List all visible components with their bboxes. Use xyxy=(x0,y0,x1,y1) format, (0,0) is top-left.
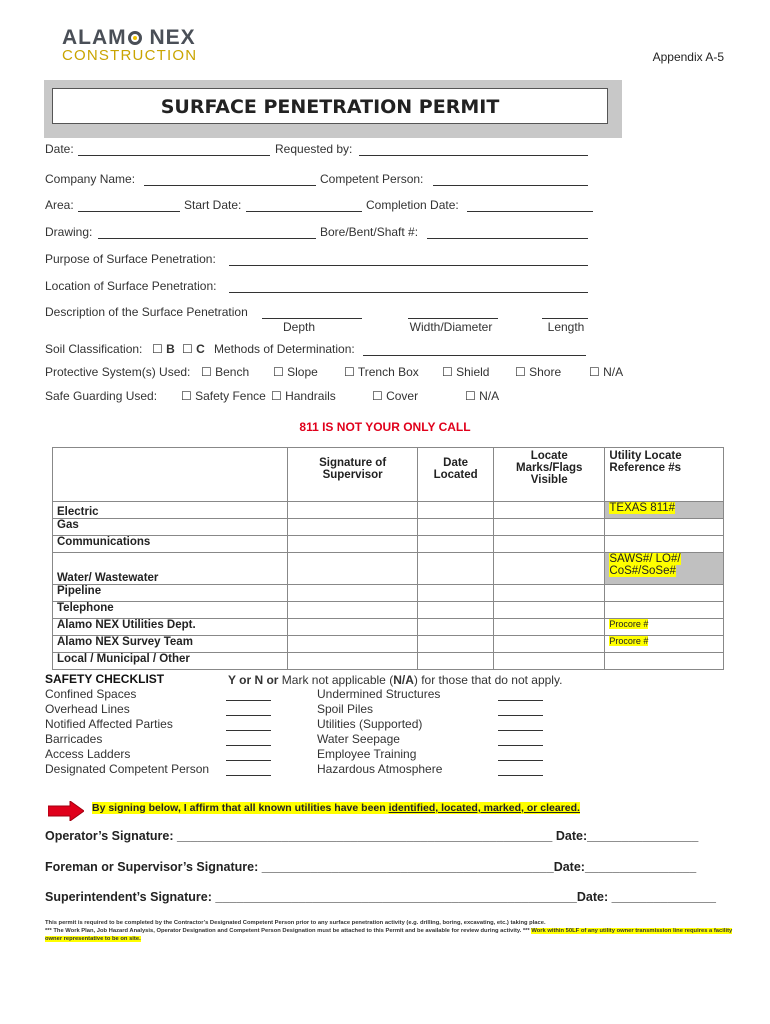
check-item: Utilities (Supported) xyxy=(317,717,423,731)
ref-cell[interactable] xyxy=(605,602,724,619)
logo-subtitle: CONSTRUCTION xyxy=(62,47,198,64)
table-row xyxy=(53,585,724,602)
width-label: Width/Diameter xyxy=(409,320,493,334)
requested-by-label: Requested by: xyxy=(275,142,353,156)
bore-label: Bore/Bent/Shaft #: xyxy=(320,225,419,239)
check-item: Confined Spaces xyxy=(45,687,137,701)
signature-cell[interactable] xyxy=(288,619,418,636)
notice-811: 811 IS NOT YOUR ONLY CALL xyxy=(299,420,471,434)
date-field[interactable] xyxy=(78,155,270,156)
check-item: Employee Training xyxy=(317,747,417,761)
check-item: Spoil Piles xyxy=(317,702,374,716)
description-label: Description of the Surface Penetration xyxy=(45,305,248,319)
table-header-row xyxy=(53,448,724,502)
cover-label: Cover xyxy=(386,389,419,403)
company-name-label: Company Name: xyxy=(45,172,136,186)
slope-checkbox[interactable]: ☐ Slope xyxy=(273,365,318,379)
ref-cell[interactable] xyxy=(605,553,724,585)
foreman-signature-line[interactable]: Foreman or Supervisor’s Signature: __________________________________________Date:________________ xyxy=(45,860,697,874)
requested-by-field[interactable] xyxy=(359,155,588,156)
ref-text: Procore # xyxy=(609,619,649,629)
table-row xyxy=(53,536,724,553)
instruction-mid: Mark not applicable ( xyxy=(278,673,394,687)
soil-c-checkbox[interactable]: ☐ C xyxy=(182,342,205,356)
affirm-b: identified, located, marked, or cleared. xyxy=(388,802,580,814)
ref-cell[interactable] xyxy=(605,619,724,636)
header-date-located: Date Located xyxy=(418,448,494,502)
signature-cell[interactable] xyxy=(288,585,418,602)
signature-cell[interactable] xyxy=(288,653,418,670)
check-item: Undermined Structures xyxy=(317,687,441,701)
check-blank[interactable] xyxy=(226,715,271,716)
row-name: Communications xyxy=(53,536,288,553)
superintendent-signature-line[interactable]: Superintendent’s Signature: ____________________________________________________Date: _______________ xyxy=(45,890,716,904)
length-field[interactable] xyxy=(542,318,588,319)
ref-cell[interactable] xyxy=(605,636,724,653)
shield-checkbox[interactable]: ☐ Shield xyxy=(442,365,490,379)
bore-field[interactable] xyxy=(427,238,588,239)
location-field[interactable] xyxy=(229,292,588,293)
check-item: Notified Affected Parties xyxy=(45,717,173,731)
safe-na-checkbox[interactable]: ☐ N/A xyxy=(465,389,500,403)
ref-cell[interactable] xyxy=(605,536,724,553)
affirm-a: By signing below, I affirm that all known utilities have been xyxy=(92,802,389,814)
signature-cell[interactable] xyxy=(288,502,418,519)
row-name: Gas xyxy=(53,519,288,536)
footnote-3: Work within 50LF of any utility owner transmission line requires a facility owner representative to be on site. xyxy=(45,928,733,942)
methods-field[interactable] xyxy=(363,355,586,356)
date-label: Date: xyxy=(45,142,74,156)
ref-text: Procore # xyxy=(609,636,649,646)
row-name: Telephone xyxy=(53,602,288,619)
start-date-field[interactable] xyxy=(246,211,362,212)
check-blank[interactable] xyxy=(226,730,271,731)
signature-cell[interactable] xyxy=(288,519,418,536)
marks-cell[interactable] xyxy=(494,636,605,653)
check-item: Designated Competent Person xyxy=(45,762,210,776)
check-blank[interactable] xyxy=(498,760,543,761)
marks-cell[interactable] xyxy=(494,585,605,602)
check-item: Hazardous Atmosphere xyxy=(317,762,443,776)
shield-label: Shield xyxy=(456,365,490,379)
purpose-field[interactable] xyxy=(229,265,588,266)
completion-date-label: Completion Date: xyxy=(366,198,459,212)
marks-cell[interactable] xyxy=(494,536,605,553)
logo-text-b: NEX xyxy=(142,26,196,49)
signature-cell[interactable] xyxy=(288,553,418,585)
ref-text: SAWS#/ LO#/ CoS#/SoSe# xyxy=(609,553,681,577)
start-date-label: Start Date: xyxy=(184,198,242,212)
check-item: Barricades xyxy=(45,732,103,746)
check-blank[interactable] xyxy=(226,760,271,761)
footnote-2: *** The Work Plan, Job Hazard Analysis, Operator Designation and Competent Person Designation must be attached to this Permit and be available for review during activity. *** xyxy=(45,928,530,934)
marks-cell[interactable] xyxy=(494,619,605,636)
ref-cell[interactable] xyxy=(605,585,724,602)
table-row xyxy=(53,636,724,653)
row-name: Local / Municipal / Other xyxy=(53,653,288,670)
signature-cell[interactable] xyxy=(288,536,418,553)
shore-label: Shore xyxy=(529,365,562,379)
handrails-label: Handrails xyxy=(285,389,336,403)
check-blank[interactable] xyxy=(498,730,543,731)
safe-na-label: N/A xyxy=(479,389,500,403)
area-label: Area: xyxy=(45,198,74,212)
drawing-label: Drawing: xyxy=(45,225,93,239)
check-blank[interactable] xyxy=(226,775,271,776)
date-cell[interactable] xyxy=(418,502,494,519)
protective-label: Protective System(s) Used: xyxy=(45,365,191,379)
signature-cell[interactable] xyxy=(288,636,418,653)
handrails-checkbox[interactable]: ☐ Handrails xyxy=(271,389,336,403)
check-blank[interactable] xyxy=(226,700,271,701)
date-cell[interactable] xyxy=(418,636,494,653)
logo-o-icon xyxy=(128,31,142,45)
methods-label: Methods of Determination: xyxy=(214,342,355,356)
check-blank[interactable] xyxy=(498,745,543,746)
completion-date-field[interactable] xyxy=(467,211,593,212)
page-title: SURFACE PENETRATION PERMIT xyxy=(160,96,500,118)
check-blank[interactable] xyxy=(498,715,543,716)
checklist-title: SAFETY CHECKLIST xyxy=(45,672,165,686)
date-cell[interactable] xyxy=(418,619,494,636)
protective-na-checkbox[interactable]: ☐ N/A xyxy=(589,365,624,379)
purpose-label: Purpose of Surface Penetration: xyxy=(45,252,216,266)
table-row xyxy=(53,602,724,619)
utility-table xyxy=(52,447,724,670)
logo-text-a: ALAM xyxy=(62,26,127,49)
area-field[interactable] xyxy=(78,211,180,212)
marks-cell[interactable] xyxy=(494,553,605,585)
depth-label: Depth xyxy=(282,320,316,334)
instruction-yn: Y or N or xyxy=(228,673,279,687)
marks-cell[interactable] xyxy=(494,653,605,670)
footnote xyxy=(45,919,735,943)
check-blank[interactable] xyxy=(498,700,543,701)
row-name: Pipeline xyxy=(53,585,288,602)
competent-person-field[interactable] xyxy=(433,185,588,186)
soil-b-label: B xyxy=(166,342,175,356)
header-signature: Signature of Supervisor xyxy=(288,448,418,502)
instruction-na: N/A xyxy=(393,673,414,687)
trench-box-label: Trench Box xyxy=(357,365,419,379)
competent-person-label: Competent Person: xyxy=(320,172,424,186)
width-field[interactable] xyxy=(408,318,498,319)
date-cell[interactable] xyxy=(418,536,494,553)
table-row xyxy=(53,653,724,670)
date-cell[interactable] xyxy=(418,519,494,536)
header-locate-marks: Locate Marks/Flags Visible xyxy=(494,448,605,502)
ref-cell[interactable] xyxy=(605,502,724,519)
check-item: Access Ladders xyxy=(45,747,131,761)
header-blank xyxy=(53,448,288,502)
table-row xyxy=(53,519,724,536)
operator-signature-line[interactable]: Operator’s Signature: ______________________________________________________ Date:________________ xyxy=(45,829,699,843)
protective-na-label: N/A xyxy=(603,365,624,379)
check-item: Overhead Lines xyxy=(45,702,130,716)
row-name: Alamo NEX Utilities Dept. xyxy=(53,619,288,636)
checklist-instruction xyxy=(228,673,562,687)
header-utility-ref: Utility Locate Reference #s xyxy=(605,448,724,502)
date-cell[interactable] xyxy=(418,585,494,602)
company-name-field[interactable] xyxy=(144,185,316,186)
date-cell[interactable] xyxy=(418,602,494,619)
cover-checkbox[interactable]: ☐ Cover xyxy=(372,389,419,403)
row-name: Water/ Wastewater xyxy=(53,553,288,585)
safety-fence-label: Safety Fence xyxy=(195,389,266,403)
ref-cell[interactable] xyxy=(605,653,724,670)
date-cell[interactable] xyxy=(418,553,494,585)
check-blank[interactable] xyxy=(498,775,543,776)
signature-cell[interactable] xyxy=(288,602,418,619)
bench-checkbox[interactable]: ☐ Bench xyxy=(201,365,250,379)
affirmation-text xyxy=(92,802,580,814)
shore-checkbox[interactable]: ☐ Shore xyxy=(515,365,562,379)
soil-c-label: C xyxy=(196,342,205,356)
table-row xyxy=(53,502,724,519)
right-arrow-icon xyxy=(48,801,84,821)
row-name: Alamo NEX Survey Team xyxy=(53,636,288,653)
instruction-end: ) for those that do not apply. xyxy=(413,673,563,687)
footnote-1: This permit is required to be completed by the Contractor’s Designated Competent Person prior to any surface penetration activity (e.g. drilling, boring, excavating, etc.) taking place. xyxy=(45,920,546,926)
table-row xyxy=(53,619,724,636)
trench-box-checkbox[interactable]: ☐ Trench Box xyxy=(344,365,419,379)
drawing-field[interactable] xyxy=(98,238,316,239)
row-name: Electric xyxy=(53,502,288,519)
ref-cell[interactable] xyxy=(605,519,724,536)
date-cell[interactable] xyxy=(418,653,494,670)
slope-label: Slope xyxy=(287,365,318,379)
footnote-2-block xyxy=(45,927,735,943)
depth-field[interactable] xyxy=(262,318,362,319)
check-blank[interactable] xyxy=(226,745,271,746)
soil-b-checkbox[interactable]: ☐ B xyxy=(152,342,175,356)
check-item: Water Seepage xyxy=(317,732,400,746)
marks-cell[interactable] xyxy=(494,502,605,519)
marks-cell[interactable] xyxy=(494,602,605,619)
safety-fence-checkbox[interactable]: ☐ Safety Fence xyxy=(181,389,266,403)
location-label: Location of Surface Penetration: xyxy=(45,279,217,293)
ref-text: TEXAS 811# xyxy=(609,502,676,514)
soil-label: Soil Classification: xyxy=(45,342,143,356)
safe-guarding-label: Safe Guarding Used: xyxy=(45,389,158,403)
bench-label: Bench xyxy=(215,365,250,379)
table-row xyxy=(53,553,724,585)
appendix-label: Appendix A-5 xyxy=(652,50,724,64)
marks-cell[interactable] xyxy=(494,519,605,536)
length-label: Length xyxy=(547,320,585,334)
